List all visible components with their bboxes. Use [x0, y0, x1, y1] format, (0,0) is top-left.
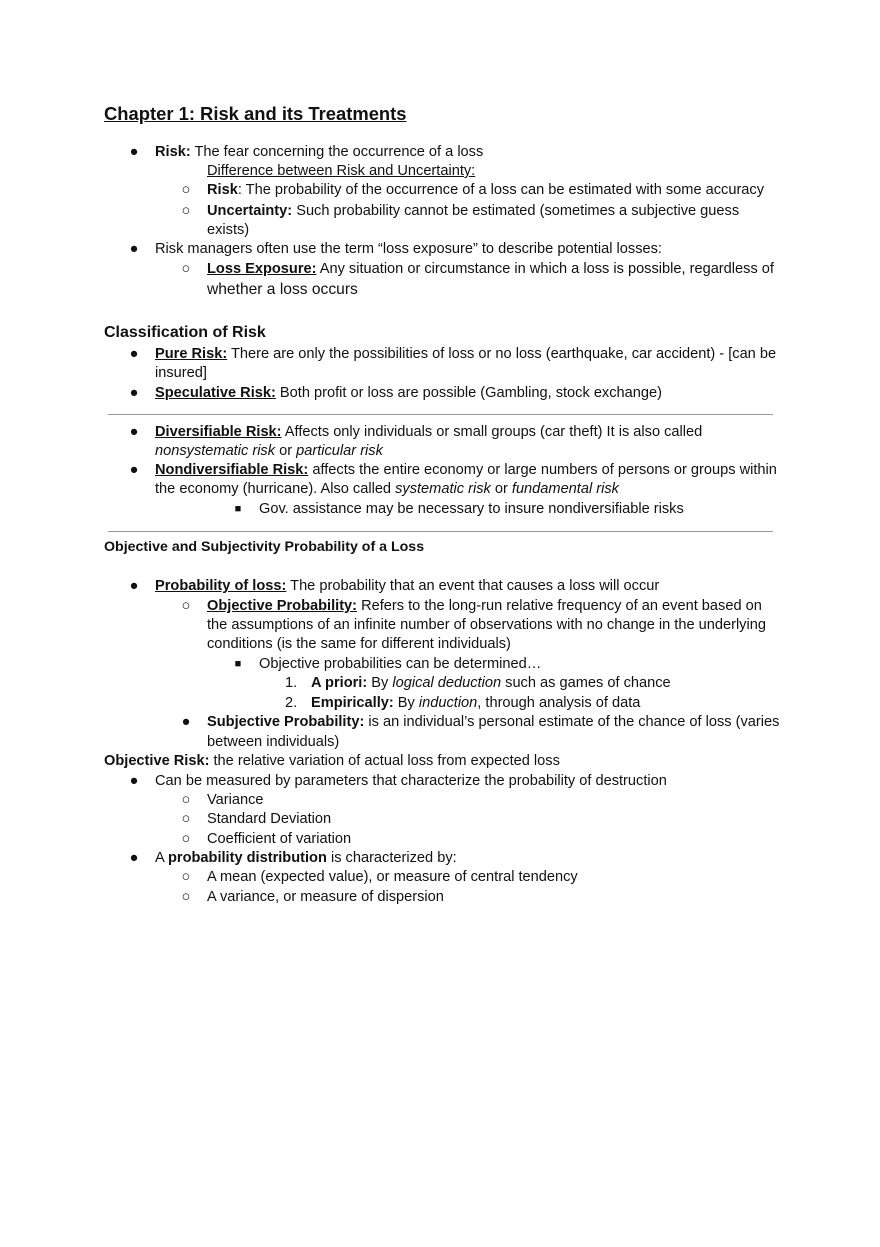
param-variance: Variance [207, 792, 264, 808]
loss-exposure-item: Loss Exposure: Any situation or circumstance in which a loss is possible, regardless of [207, 261, 774, 277]
difference-heading: Difference between Risk and Uncertainty: [207, 163, 476, 179]
probability-distribution-item: A probability distribution is characterized by: [155, 850, 457, 866]
bullet-circle: ○ [181, 598, 191, 614]
loss-exposure-item-cont: whether a loss occurs [207, 281, 358, 298]
risk-definition: Risk: The fear concerning the occurrence of a loss [155, 144, 484, 160]
measured-item: Can be measured by parameters that characterize the probability of destruction [155, 773, 667, 789]
risk-estimated-item: Risk: The probability of the occurrence of a loss can be estimated with some accuracy [207, 182, 765, 198]
bullet-circle: ○ [181, 831, 191, 847]
dist-variance-item: A variance, or measure of dispersion [207, 889, 444, 905]
list-number: 1. [285, 675, 298, 691]
pure-risk-item: Pure Risk: There are only the possibilities of loss or no loss (earthquake, car accident) - [can be [155, 346, 777, 362]
subjective-probability-item: Subjective Probability: is an individual’s personal estimate of the chance of loss (varies [207, 714, 780, 730]
pure-risk-item-cont: insured] [155, 365, 207, 381]
param-coefficient: Coefficient of variation [207, 831, 352, 847]
chapter-title: Chapter 1: Risk and its Treatments [104, 103, 407, 124]
bullet-dot: ● [129, 385, 139, 401]
bullet-square: ■ [234, 658, 242, 670]
dist-mean-item: A mean (expected value), or measure of central tendency [207, 869, 578, 885]
bullet-dot: ● [129, 462, 139, 478]
uncertainty-item-cont: exists) [207, 222, 250, 238]
bullet-dot: ● [129, 241, 139, 257]
bullet-dot: ● [129, 773, 139, 789]
bullet-circle: ○ [181, 889, 191, 905]
objective-probability-item: Objective Probability: Refers to the long-run relative frequency of an event based on [207, 598, 762, 614]
param-standard-deviation: Standard Deviation [207, 811, 332, 827]
empirically-item: Empirically: By induction, through analysis of data [311, 695, 641, 711]
a-priori-item: A priori: By logical deduction such as games of chance [311, 675, 671, 691]
bullet-dot: ● [129, 346, 139, 362]
objective-determined-item: Objective probabilities can be determined… [259, 656, 542, 672]
objective-probability-cont-1: the assumptions of an infinite number of observations with no change in the underlying [207, 617, 766, 633]
bullet-dot: ● [129, 424, 139, 440]
risk-managers-text: Risk managers often use the term “loss exposure” to describe potential losses: [155, 241, 662, 257]
diversifiable-risk-item-cont: nonsystematic risk or particular risk [155, 443, 383, 459]
bullet-circle: ○ [181, 203, 191, 219]
classification-heading: Classification of Risk [104, 324, 266, 341]
bullet-circle: ○ [181, 811, 191, 827]
uncertainty-item: Uncertainty: Such probability cannot be estimated (sometimes a subjective guess [207, 203, 740, 219]
subjective-probability-cont: between individuals) [207, 734, 340, 750]
bullet-circle: ○ [181, 182, 191, 198]
speculative-risk-item: Speculative Risk: Both profit or loss are possible (Gambling, stock exchange) [155, 385, 662, 401]
gov-assistance-item: Gov. assistance may be necessary to insure nondiversifiable risks [259, 501, 684, 517]
objective-risk-definition: Objective Risk: the relative variation of actual loss from expected loss [104, 753, 560, 769]
bullet-dot: ● [181, 714, 191, 730]
bullet-dot: ● [129, 578, 139, 594]
divider-line [108, 414, 773, 415]
bullet-circle: ○ [181, 261, 191, 277]
bullet-dot: ● [129, 144, 139, 160]
objective-probability-cont-2: conditions (is the same for different individuals) [207, 636, 511, 652]
list-number: 2. [285, 695, 298, 711]
nondiversifiable-risk-item: Nondiversifiable Risk: affects the entire economy or large numbers of persons or groups within [155, 462, 777, 478]
probability-of-loss-item: Probability of loss: The probability that an event that causes a loss will occur [155, 578, 660, 594]
divider-line [108, 531, 773, 532]
bullet-circle: ○ [181, 869, 191, 885]
bullet-dot: ● [129, 850, 139, 866]
probability-heading: Objective and Subjectivity Probability of a Loss [104, 539, 425, 555]
bullet-circle: ○ [181, 792, 191, 808]
diversifiable-risk-item: Diversifiable Risk: Affects only individuals or small groups (car theft) It is also called [155, 424, 703, 440]
nondiversifiable-risk-item-cont: the economy (hurricane). Also called systematic risk or fundamental risk [155, 481, 619, 497]
bullet-square: ■ [234, 503, 242, 515]
